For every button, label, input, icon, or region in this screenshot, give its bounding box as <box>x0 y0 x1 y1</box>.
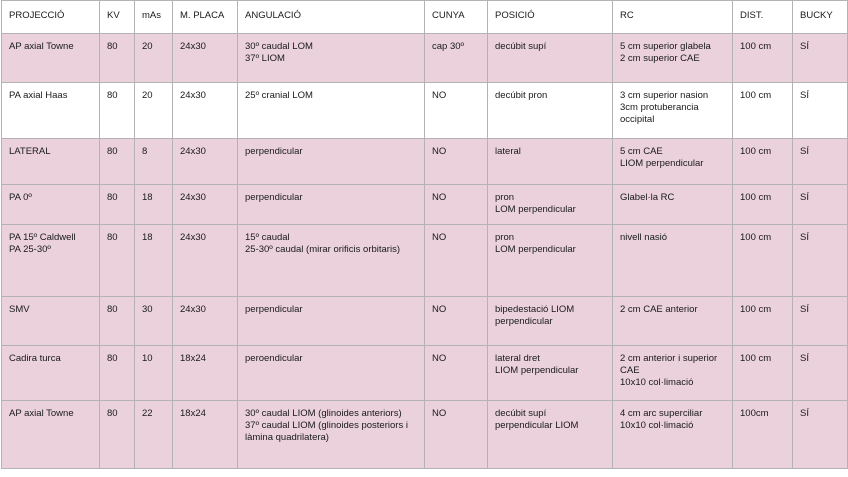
cell-bucky: SÍ <box>793 225 848 297</box>
cell-dist: 100 cm <box>733 83 793 139</box>
table-row <box>2 401 848 469</box>
header-cunya: CUNYA <box>425 1 488 34</box>
table-row <box>2 185 848 225</box>
cell-projeccio: SMV <box>2 297 100 346</box>
cell-kv: 80 <box>100 401 135 469</box>
cell-posicio: lateral <box>488 139 613 185</box>
header-posicio: POSICIÓ <box>488 1 613 34</box>
cell-angulacio: 25º cranial LOM <box>238 83 425 139</box>
cell-projeccio: PA axial Haas <box>2 83 100 139</box>
cell-mas: 20 <box>135 34 173 83</box>
cell-posicio: bipedestació LIOM perpendicular <box>488 297 613 346</box>
cell-placa: 24x30 <box>173 83 238 139</box>
cell-rc: 5 cm superior glabela 2 cm superior CAE <box>613 34 733 83</box>
cell-mas: 18 <box>135 225 173 297</box>
table-row <box>2 297 848 346</box>
cell-mas: 20 <box>135 83 173 139</box>
cell-bucky: SÍ <box>793 401 848 469</box>
cell-kv: 80 <box>100 297 135 346</box>
cell-projeccio: AP axial Towne <box>2 401 100 469</box>
cell-posicio: pron LOM perpendicular <box>488 225 613 297</box>
cell-mas: 30 <box>135 297 173 346</box>
cell-angulacio: perpendicular <box>238 139 425 185</box>
cell-mas: 10 <box>135 346 173 401</box>
header-placa: M. PLACA <box>173 1 238 34</box>
header-mas: mAs <box>135 1 173 34</box>
cell-rc: nivell nasió <box>613 225 733 297</box>
cell-kv: 80 <box>100 83 135 139</box>
cell-dist: 100 cm <box>733 185 793 225</box>
cell-placa: 24x30 <box>173 185 238 225</box>
table-row <box>2 225 848 297</box>
cell-angulacio: perpendicular <box>238 297 425 346</box>
cell-cunya: NO <box>425 83 488 139</box>
cell-bucky: SÍ <box>793 83 848 139</box>
cell-cunya: NO <box>425 346 488 401</box>
cell-angulacio: 15º caudal 25-30º caudal (mirar orificis orbitaris) <box>238 225 425 297</box>
header-rc: RC <box>613 1 733 34</box>
cell-placa: 24x30 <box>173 225 238 297</box>
cell-angulacio: perpendicular <box>238 185 425 225</box>
cell-mas: 8 <box>135 139 173 185</box>
header-kv: KV <box>100 1 135 34</box>
table-row <box>2 139 848 185</box>
cell-rc: 3 cm superior nasion 3cm protuberancia occipital <box>613 83 733 139</box>
cell-angulacio: 30º caudal LOM 37º LIOM <box>238 34 425 83</box>
table-row <box>2 34 848 83</box>
cell-projeccio: PA 15º Caldwell PA 25-30º <box>2 225 100 297</box>
table-row <box>2 346 848 401</box>
cell-kv: 80 <box>100 34 135 83</box>
cell-mas: 18 <box>135 185 173 225</box>
cell-rc: 5 cm CAE LIOM perpendicular <box>613 139 733 185</box>
cell-cunya: NO <box>425 185 488 225</box>
cell-angulacio: 30º caudal LIOM (glinoides anteriors) 37º caudal LIOM (glinoides posteriors i làmina quadrilatera) <box>238 401 425 469</box>
cell-rc: 4 cm arc superciliar 10x10 col·limació <box>613 401 733 469</box>
cell-posicio: lateral dret LIOM perpendicular <box>488 346 613 401</box>
cell-projeccio: AP axial Towne <box>2 34 100 83</box>
header-dist: DIST. <box>733 1 793 34</box>
cell-projeccio: Cadira turca <box>2 346 100 401</box>
cell-projeccio: LATERAL <box>2 139 100 185</box>
cell-bucky: SÍ <box>793 185 848 225</box>
header-projeccio: PROJECCIÓ <box>2 1 100 34</box>
cell-dist: 100 cm <box>733 34 793 83</box>
cell-posicio: decúbit pron <box>488 83 613 139</box>
cell-posicio: decúbit supí <box>488 34 613 83</box>
cell-dist: 100cm <box>733 401 793 469</box>
cell-cunya: cap 30º <box>425 34 488 83</box>
cell-dist: 100 cm <box>733 225 793 297</box>
cell-posicio: pron LOM perpendicular <box>488 185 613 225</box>
cell-kv: 80 <box>100 139 135 185</box>
cell-placa: 24x30 <box>173 34 238 83</box>
cell-bucky: SÍ <box>793 139 848 185</box>
cell-placa: 18x24 <box>173 401 238 469</box>
header-angulacio: ANGULACIÓ <box>238 1 425 34</box>
cell-mas: 22 <box>135 401 173 469</box>
cell-cunya: NO <box>425 401 488 469</box>
cell-dist: 100 cm <box>733 139 793 185</box>
cell-angulacio: peroendicular <box>238 346 425 401</box>
cell-placa: 18x24 <box>173 346 238 401</box>
cell-dist: 100 cm <box>733 297 793 346</box>
radiology-projection-table <box>1 0 848 469</box>
cell-kv: 80 <box>100 185 135 225</box>
cell-rc: 2 cm anterior i superior CAE 10x10 col·limació <box>613 346 733 401</box>
cell-kv: 80 <box>100 225 135 297</box>
cell-bucky: SÍ <box>793 297 848 346</box>
header-bucky: BUCKY <box>793 1 848 34</box>
cell-bucky: SÍ <box>793 34 848 83</box>
cell-rc: Glabel·la RC <box>613 185 733 225</box>
cell-placa: 24x30 <box>173 139 238 185</box>
cell-rc: 2 cm CAE anterior <box>613 297 733 346</box>
cell-cunya: NO <box>425 139 488 185</box>
cell-cunya: NO <box>425 225 488 297</box>
cell-kv: 80 <box>100 346 135 401</box>
cell-cunya: NO <box>425 297 488 346</box>
table-row <box>2 83 848 139</box>
cell-placa: 24x30 <box>173 297 238 346</box>
header-row <box>2 1 848 34</box>
cell-dist: 100 cm <box>733 346 793 401</box>
cell-projeccio: PA 0º <box>2 185 100 225</box>
cell-posicio: decúbit supí perpendicular LIOM <box>488 401 613 469</box>
cell-bucky: SÍ <box>793 346 848 401</box>
